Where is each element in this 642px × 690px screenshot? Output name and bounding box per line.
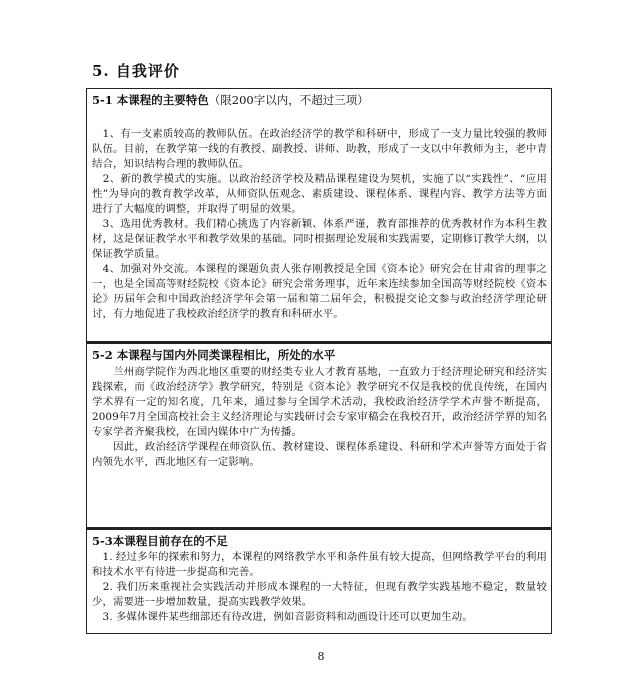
feature-paragraph: 1、有一支素质较高的教师队伍。在政治经济学的教学和科研中，形成了一支力量比较强的教师队伍。目前，在教学第一线的有教授、副教授、讲师、助教，形成了一支以中年教师为主，老中青结合，知识结构合理的教师队伍。 (92, 128, 547, 170)
section-5-3-box (86, 528, 552, 634)
section-5-1-note: （限200字以内，不超过三项） (208, 93, 369, 107)
shortcoming-paragraph: 3. 多媒体课件某些细部还有待改进，例如音影资料和动画设计还可以更加生动。 (92, 611, 473, 623)
section-5-2-box (86, 342, 552, 528)
section-5-2-title-text: 5-2 本课程与国内外同类课程相比，所处的水平 (92, 348, 336, 362)
feature-paragraph: 3、选用优秀教材。我们精心挑选了内容新颖、体系严谨，教育部推荐的优秀教材作为本科生教材，这是保证教学水平和教学效果的基础。同时根据理论发展和实践需要，定期修订教学大纲，以保证教学质量。 (92, 218, 547, 260)
section-5-1-title-text: 5-1 本课程的主要特色 (92, 93, 209, 107)
section-5-1-box (86, 88, 552, 342)
section-5-3-title (87, 530, 551, 549)
feature-paragraph: 2、新的教学模式的实施。以政治经济学校及精品课程建设为契机，实施了以“实践性”、“应用性”为导向的教育教学改革，从师资队伍观念、素质建设、课程体系、课程内容、教学方法等方面进行了大幅度的调整，并取得了明显的效果。 (92, 173, 547, 215)
section-5-1-title (87, 89, 551, 108)
shortcoming-paragraph: 1. 经过多年的探索和努力，本课程的网络教学水平和条件虽有较大提高，但网络教学平台的利用和技术水平有待进一步提高和完善。 (92, 551, 547, 578)
section-heading: 5. 自我评价 (92, 62, 180, 80)
comparison-paragraph: 因此，政治经济学课程在师资队伍、教材建设、课程体系建设、科研和学术声誉等方面处于省内领先水平，西北地区有一定影响。 (92, 441, 547, 468)
shortcoming-paragraph: 2. 我们历来重视社会实践活动并形成本课程的一大特征，但现有教学实践基地不稳定，数量较少，需要进一步增加数量，提高实践教学效果。 (92, 581, 547, 608)
comparison-paragraph: 兰州商学院作为西北地区重要的财经类专业人才教育基地，一直致力于经济理论研究和经济实践探索，而《政治经济学》教学研究，特别是《资本论》教学研究不仅是我校的优良传统，在国内学术界有一定的知名度，几年来，通过参与全国学术活动，我校政治经济学学术声誉不断提高，2009年7月全国高校社会主义经济理论与实践研讨会专家审稿会在我校召开，政治经济学界的知名专家学者齐聚我校，在国内媒体中广为传播。 (92, 366, 547, 438)
section-5-3-title-text: 5-3本课程目前存在的不足 (92, 534, 228, 548)
page-number: 8 (317, 650, 325, 663)
section-5-2-title (87, 344, 551, 363)
feature-paragraph: 4、加强对外交流。本课程的课题负责人张存刚教授是全国《资本论》研究会在甘肃省的理事之一，也是全国高等财经院校《资本论》研究会常务理事，近年来连续参加全国高等财经院校《资本论》历届年会和中国政治经济学年会第一届和第二届年会，积极提交论文参与政治经济学理论研讨，有力地促进了我校政治经济学的教育和科研水平。 (92, 263, 547, 320)
